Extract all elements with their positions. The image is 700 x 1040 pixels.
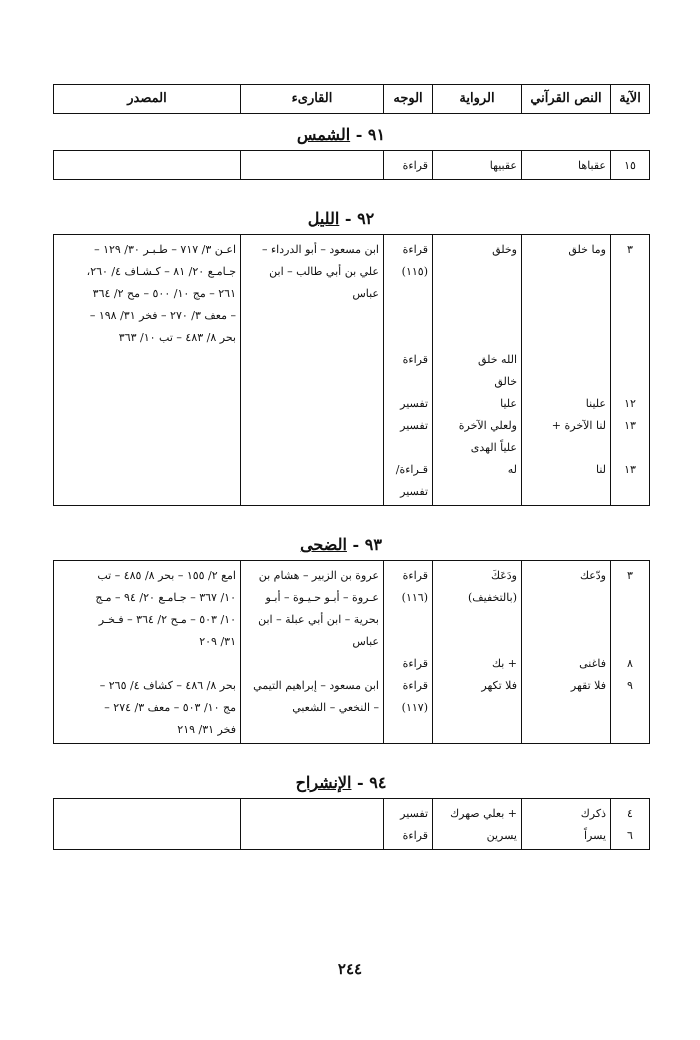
cell-wajh: قراءة bbox=[384, 675, 433, 697]
cell-qari: علي بن أبي طالب – ابن bbox=[241, 261, 384, 283]
table-row bbox=[54, 587, 650, 609]
cell-masdar bbox=[54, 151, 241, 180]
table-row bbox=[54, 675, 650, 697]
cell-qari bbox=[241, 327, 384, 349]
cell-nass bbox=[522, 587, 611, 609]
cell-nass bbox=[522, 719, 611, 744]
cell-qari: عباس bbox=[241, 631, 384, 653]
cell-aya bbox=[611, 609, 650, 631]
cell-aya: ١٢ bbox=[611, 393, 650, 415]
table-row bbox=[54, 825, 650, 850]
cell-riwaya: علياً الهدى bbox=[433, 437, 522, 459]
table-row bbox=[54, 719, 650, 744]
surah-number: ٩١ bbox=[367, 125, 386, 144]
cell-masdar bbox=[54, 393, 241, 415]
cell-wajh: قـراءة/ bbox=[384, 459, 433, 481]
cell-nass: ذكرك bbox=[522, 799, 611, 826]
cell-masdar: جـامـع ٢٠/ ٨١ – كـشـاف ٤/ ٢٦٠، bbox=[54, 261, 241, 283]
table-row bbox=[54, 261, 650, 283]
cell-aya bbox=[611, 631, 650, 653]
cell-nass bbox=[522, 481, 611, 506]
cell-masdar bbox=[54, 481, 241, 506]
cell-masdar bbox=[54, 349, 241, 371]
surah-name: الضحى bbox=[300, 535, 347, 554]
surah-sections bbox=[53, 114, 636, 850]
cell-aya: ٤ bbox=[611, 799, 650, 826]
cell-riwaya bbox=[433, 481, 522, 506]
cell-wajh: قراءة bbox=[384, 349, 433, 371]
cell-nass: فلا تقهر bbox=[522, 675, 611, 697]
cell-masdar bbox=[54, 371, 241, 393]
cell-masdar: مج ١٠/ ٥٠٣ – معف ٣/ ٢٧٤ – bbox=[54, 697, 241, 719]
cell-aya bbox=[611, 587, 650, 609]
cell-qari bbox=[241, 371, 384, 393]
header-masdar: المصدر bbox=[54, 85, 241, 114]
cell-aya: ٣ bbox=[611, 561, 650, 588]
table-row bbox=[54, 653, 650, 675]
cell-qari: ابن مسعود – أبو الدرداء – bbox=[241, 235, 384, 262]
cell-masdar bbox=[54, 459, 241, 481]
cell-aya: ٨ bbox=[611, 653, 650, 675]
header-table bbox=[53, 84, 650, 114]
cell-masdar: ٣١/ ٢٠٩ bbox=[54, 631, 241, 653]
table-row bbox=[54, 235, 650, 262]
cell-nass bbox=[522, 327, 611, 349]
table-row bbox=[54, 481, 650, 506]
cell-wajh bbox=[384, 719, 433, 744]
cell-masdar: فخر ٣١/ ٢١٩ bbox=[54, 719, 241, 744]
cell-aya bbox=[611, 349, 650, 371]
cell-qari: عروة بن الزبير – هشام بن bbox=[241, 561, 384, 588]
page-content bbox=[53, 84, 641, 850]
header-row bbox=[54, 85, 650, 114]
cell-riwaya: وخلق bbox=[433, 235, 522, 262]
cell-nass bbox=[522, 349, 611, 371]
cell-wajh bbox=[384, 609, 433, 631]
cell-aya: ٣ bbox=[611, 235, 650, 262]
cell-aya: ٦ bbox=[611, 825, 650, 850]
page-number: ٢٤٤ bbox=[337, 960, 363, 978]
cell-qari: عـروة – أبـو حـيـوة – أبـو bbox=[241, 587, 384, 609]
cell-qari bbox=[241, 349, 384, 371]
cell-riwaya bbox=[433, 327, 522, 349]
cell-wajh: قراءة bbox=[384, 653, 433, 675]
cell-qari: – النخعي – الشعبي bbox=[241, 697, 384, 719]
cell-aya bbox=[611, 261, 650, 283]
cell-qari bbox=[241, 653, 384, 675]
cell-riwaya bbox=[433, 305, 522, 327]
cell-nass: علينا bbox=[522, 393, 611, 415]
cell-qari bbox=[241, 825, 384, 850]
cell-wajh: تفسير bbox=[384, 415, 433, 437]
table-row bbox=[54, 393, 650, 415]
cell-wajh: قراءة bbox=[384, 561, 433, 588]
cell-wajh: (١١٧) bbox=[384, 697, 433, 719]
surah-name: الليل bbox=[307, 209, 340, 228]
cell-wajh bbox=[384, 283, 433, 305]
cell-qari bbox=[241, 393, 384, 415]
surah-number: ٩٣ bbox=[364, 535, 382, 554]
cell-aya: ١٥ bbox=[611, 151, 650, 180]
cell-aya bbox=[611, 305, 650, 327]
table-row bbox=[54, 609, 650, 631]
cell-aya: ١٣ bbox=[611, 459, 650, 481]
table-row bbox=[54, 799, 650, 826]
surah-name: الإنشراح bbox=[295, 773, 352, 792]
cell-riwaya bbox=[433, 283, 522, 305]
cell-masdar: بحر ٨/ ٤٨٣ – تب ١٠/ ٣٦٣ bbox=[54, 327, 241, 349]
cell-riwaya: فلا تكهر bbox=[433, 675, 522, 697]
cell-masdar: بحر ٨/ ٤٨٦ – كشاف ٤/ ٢٦٥ – bbox=[54, 675, 241, 697]
surah-table bbox=[53, 234, 650, 506]
surah-table bbox=[53, 798, 650, 850]
cell-qari bbox=[241, 799, 384, 826]
cell-qari: بحرية – ابن أبي عبلة – ابن bbox=[241, 609, 384, 631]
table-row bbox=[54, 631, 650, 653]
cell-riwaya bbox=[433, 261, 522, 283]
cell-nass bbox=[522, 697, 611, 719]
cell-qari bbox=[241, 719, 384, 744]
cell-masdar: امع ٢/ ١٥٥ – بحر ٨/ ٤٨٥ – تب bbox=[54, 561, 241, 588]
cell-nass: ودّعك bbox=[522, 561, 611, 588]
cell-nass bbox=[522, 437, 611, 459]
cell-aya bbox=[611, 481, 650, 506]
cell-nass: لنا bbox=[522, 459, 611, 481]
cell-masdar: اعـن ٣/ ٧١٧ – طـبـر ٣٠/ ١٢٩ – bbox=[54, 235, 241, 262]
cell-wajh bbox=[384, 371, 433, 393]
cell-nass bbox=[522, 371, 611, 393]
cell-riwaya bbox=[433, 609, 522, 631]
cell-qari bbox=[241, 151, 384, 180]
cell-masdar: ٢٦١ – مج ١٠/ ٥٠٠ – مح ٢/ ٣٦٤ bbox=[54, 283, 241, 305]
cell-wajh: قراءة bbox=[384, 825, 433, 850]
cell-masdar: ١٠/ ٣٦٧ – جـامـع ٢٠/ ٩٤ – مـج bbox=[54, 587, 241, 609]
surah-table bbox=[53, 560, 650, 744]
table-row bbox=[54, 371, 650, 393]
table-row bbox=[54, 459, 650, 481]
header-aya: الآية bbox=[611, 85, 650, 114]
cell-nass bbox=[522, 305, 611, 327]
cell-aya bbox=[611, 371, 650, 393]
header-qari: القارىء bbox=[241, 85, 384, 114]
table-row bbox=[54, 415, 650, 437]
cell-wajh: تفسير bbox=[384, 393, 433, 415]
table-row bbox=[54, 437, 650, 459]
surah-number: ٩٢ bbox=[357, 209, 375, 228]
cell-riwaya: له bbox=[433, 459, 522, 481]
cell-riwaya: + بعلي صهرك bbox=[433, 799, 522, 826]
cell-qari: عباس bbox=[241, 283, 384, 305]
cell-wajh bbox=[384, 305, 433, 327]
cell-riwaya: ولعلي الآخرة bbox=[433, 415, 522, 437]
cell-wajh: قراءة bbox=[384, 151, 433, 180]
surah-name: الشمس bbox=[296, 125, 351, 144]
cell-wajh bbox=[384, 437, 433, 459]
cell-wajh: (١١٥) bbox=[384, 261, 433, 283]
cell-masdar bbox=[54, 415, 241, 437]
cell-riwaya: عقبيها bbox=[433, 151, 522, 180]
cell-wajh: تفسير bbox=[384, 481, 433, 506]
table-row bbox=[54, 349, 650, 371]
cell-aya bbox=[611, 719, 650, 744]
cell-aya bbox=[611, 327, 650, 349]
cell-qari bbox=[241, 437, 384, 459]
cell-qari bbox=[241, 415, 384, 437]
table-row bbox=[54, 151, 650, 180]
cell-nass bbox=[522, 283, 611, 305]
cell-masdar bbox=[54, 437, 241, 459]
surah-number: ٩٤ bbox=[369, 773, 387, 792]
cell-wajh bbox=[384, 327, 433, 349]
cell-masdar bbox=[54, 653, 241, 675]
table-row bbox=[54, 283, 650, 305]
cell-qari bbox=[241, 481, 384, 506]
header-wajh: الوجه bbox=[384, 85, 433, 114]
cell-riwaya: الله خلق bbox=[433, 349, 522, 371]
table-row bbox=[54, 561, 650, 588]
surah-title: ٩٤ - الإنشراح bbox=[295, 773, 387, 792]
cell-wajh bbox=[384, 631, 433, 653]
cell-qari bbox=[241, 305, 384, 327]
cell-masdar: ١٠/ ٥٠٣ – مـح ٢/ ٣٦٤ – فـخـر bbox=[54, 609, 241, 631]
cell-qari: ابن مسعود – إبراهيم التيمي bbox=[241, 675, 384, 697]
cell-aya bbox=[611, 697, 650, 719]
table-row bbox=[54, 327, 650, 349]
cell-riwaya: خالق bbox=[433, 371, 522, 393]
cell-masdar bbox=[54, 825, 241, 850]
cell-aya: ١٣ bbox=[611, 415, 650, 437]
cell-riwaya: عليا bbox=[433, 393, 522, 415]
surah-table bbox=[53, 150, 650, 180]
cell-nass: فاغنى bbox=[522, 653, 611, 675]
cell-riwaya bbox=[433, 719, 522, 744]
surah-title: ٩١ - الشمس bbox=[296, 125, 386, 144]
cell-masdar bbox=[54, 799, 241, 826]
surah-title: ٩٣ - الضحى bbox=[300, 535, 382, 554]
cell-riwaya: (بالتخفيف) bbox=[433, 587, 522, 609]
cell-riwaya: ودَعَكَ bbox=[433, 561, 522, 588]
cell-aya bbox=[611, 437, 650, 459]
cell-nass: يسراً bbox=[522, 825, 611, 850]
cell-nass: عقباها bbox=[522, 151, 611, 180]
cell-nass bbox=[522, 609, 611, 631]
header-nass: النص القرآني bbox=[522, 85, 611, 114]
cell-wajh: تفسير bbox=[384, 799, 433, 826]
cell-masdar: – معف ٣/ ٢٧٠ – فخر ٣١/ ١٩٨ – bbox=[54, 305, 241, 327]
cell-aya bbox=[611, 283, 650, 305]
table-row bbox=[54, 305, 650, 327]
cell-wajh: (١١٦) bbox=[384, 587, 433, 609]
surah-title: ٩٢ - الليل bbox=[307, 209, 375, 228]
cell-nass bbox=[522, 261, 611, 283]
cell-nass bbox=[522, 631, 611, 653]
header-riwaya: الرواية bbox=[433, 85, 522, 114]
cell-nass: لنا الآخرة + bbox=[522, 415, 611, 437]
cell-riwaya bbox=[433, 697, 522, 719]
table-row bbox=[54, 697, 650, 719]
cell-wajh: قراءة bbox=[384, 235, 433, 262]
cell-qari bbox=[241, 459, 384, 481]
cell-aya: ٩ bbox=[611, 675, 650, 697]
cell-nass: وما خلق bbox=[522, 235, 611, 262]
cell-riwaya bbox=[433, 631, 522, 653]
cell-riwaya: يسرين bbox=[433, 825, 522, 850]
cell-riwaya: + بك bbox=[433, 653, 522, 675]
